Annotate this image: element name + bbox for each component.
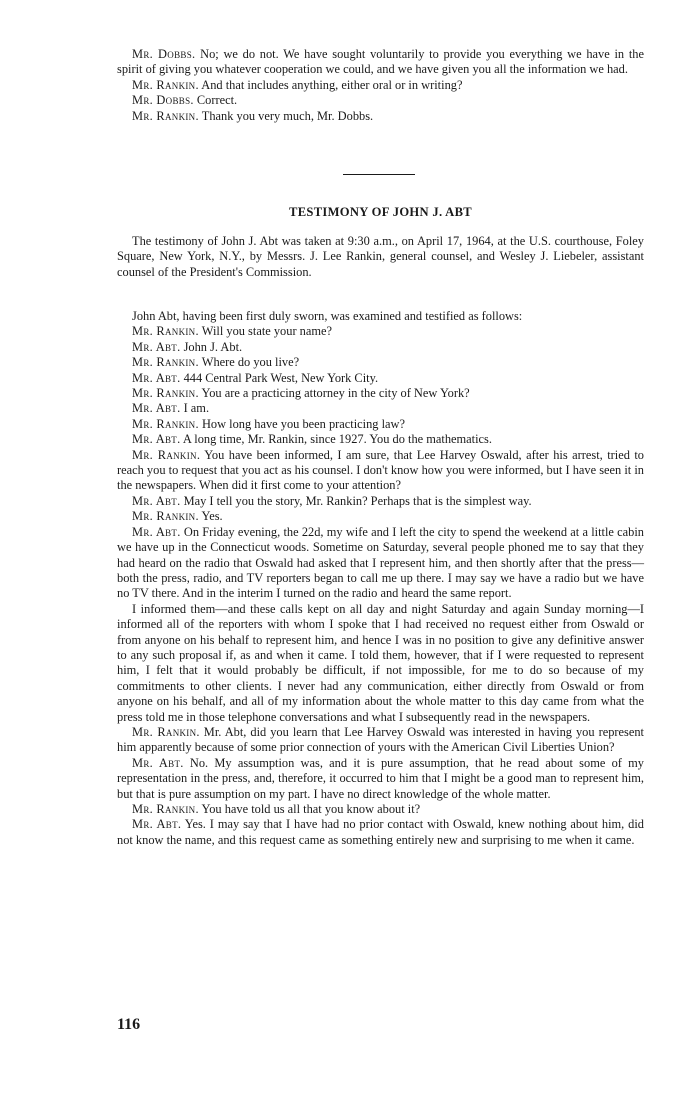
section-divider xyxy=(343,174,415,175)
speech: 444 Central Park West, New York City. xyxy=(180,370,379,385)
paragraph xyxy=(117,371,644,386)
speaker: Mr. Dobbs. xyxy=(132,47,196,61)
speech: No; we do not. We have sought voluntarily to provide you everything we have in the spirit of giving you whatever cooperation we could, and we have given you all the information we had. xyxy=(117,47,644,77)
speaker: Mr. Rankin. xyxy=(132,108,199,123)
speech: I informed them—and these calls kept on all day and night Saturday and again Sunday morning—I informed all of the reporters with whom I spoke that I had received no request either from Oswald or from anyone on his behalf to represent him, and hence I was in no position to give any definitive answer to any such proposal if, as and when it came. I told them, however, that if I were requested to represent him, I felt that it would probably be difficult, if not impossible, for me to do so because of my commitments to other clients. I never had any communication, either directly from Oswald or from anyone on his behalf, and all of my information about the whole matter to this day came from what the press told me in those telephone conversations and what I subsequently read in the newspapers. xyxy=(117,601,644,724)
speaker: Mr. Rankin. xyxy=(132,509,199,524)
paragraph xyxy=(117,324,644,339)
paragraph xyxy=(117,386,644,401)
speech: Yes. xyxy=(198,509,223,524)
speech: No. My assumption was, and it is pure assumption, that he read about some of my representation in the press, and, therefore, it occurred to him that I might be a good man to represent him, but that is pure assumption on my part. I have no direct knowledge of the whole matter. xyxy=(117,755,644,801)
speech: Correct. xyxy=(193,93,238,108)
speech: Where do you live? xyxy=(198,355,300,370)
speaker: Mr. Abt. xyxy=(132,755,184,770)
speaker: Mr. Abt. xyxy=(132,432,181,447)
speech: On Friday evening, the 22d, my wife and I left the city to spend the weekend at a little cabin we have up in the Connecticut woods. Sometime on Saturday, several people phoned me to say that they had heard on the radio that Oswald had asked that I represent him, and then shortly after that the press—both the press, radio, and TV reporters began to call me up there. I may say we have a radio but we have no TV there. And in the interim I turned on the radio and heard the same report. xyxy=(117,524,645,601)
section-heading: TESTIMONY OF JOHN J. ABT xyxy=(289,205,472,219)
paragraph xyxy=(117,47,644,78)
speaker: Mr. Abt. xyxy=(132,401,181,416)
speech: John J. Abt. xyxy=(180,339,243,354)
paragraph xyxy=(117,340,644,355)
speaker: Mr. Rankin. xyxy=(132,416,199,431)
paragraph xyxy=(117,494,644,509)
opening-exchange xyxy=(117,47,644,124)
speech: Will you state your name? xyxy=(198,324,333,339)
intro-paragraph: The testimony of John J. Abt was taken at 9:30 a.m., on April 17, 1964, at the U.S. courthouse, Foley Square, New York, N.Y., by Messrs. J. Lee Rankin, general counsel, and Wesley J. Liebeler, assistant counsel of the President's Commission. xyxy=(117,234,644,279)
speaker: Mr. Rankin. xyxy=(132,724,200,739)
paragraph xyxy=(117,93,644,108)
speech: Thank you very much, Mr. Dobbs. xyxy=(198,108,374,123)
speaker: Mr. Abt. xyxy=(132,817,182,832)
page-number: 116 xyxy=(117,1016,141,1033)
paragraph xyxy=(117,432,644,447)
speech: I am. xyxy=(180,401,210,416)
speaker: Mr. Rankin. xyxy=(132,802,199,816)
testimony-body xyxy=(117,309,644,848)
paragraph xyxy=(117,401,644,416)
speech: You are a practicing attorney in the city of New York? xyxy=(198,386,470,401)
paragraph xyxy=(117,109,644,124)
speaker: Mr. Rankin. xyxy=(132,386,199,401)
speech: And that includes anything, either oral or in writing? xyxy=(198,77,463,92)
paragraph xyxy=(117,355,644,370)
speech: You have been informed, I am sure, that Lee Harvey Oswald, after his arrest, tried to reach you to request that you act as his counsel. I don't know how you were informed, but I have seen it in the newspapers. When did it first come to your attention? xyxy=(117,447,644,493)
speaker: Mr. Abt. xyxy=(132,524,181,539)
speech: How long have you been practicing law? xyxy=(198,416,405,431)
speaker: Mr. Dobbs. xyxy=(132,93,194,108)
speaker: Mr. Abt. xyxy=(132,370,181,385)
paragraph xyxy=(117,78,644,93)
speech: Mr. Abt, did you learn that Lee Harvey Oswald was interested in having you represent him apparently because of some prior connection of yours with the American Civil Liberties Union? xyxy=(117,724,644,755)
speaker: Mr. Rankin. xyxy=(132,77,199,92)
speech: Yes. I may say that I have had no prior contact with Oswald, knew nothing about him, did not know the name, and this request came as something entirely new and surprising to me when it came. xyxy=(117,817,644,847)
paragraph xyxy=(117,756,644,802)
intro-block xyxy=(117,234,644,280)
paragraph xyxy=(117,509,644,524)
paragraph xyxy=(117,725,644,756)
paragraph xyxy=(117,602,644,725)
paragraph xyxy=(117,448,644,494)
speaker: Mr. Abt. xyxy=(132,339,181,354)
paragraph xyxy=(117,817,644,848)
speech: You have told us all that you know about it? xyxy=(198,802,421,816)
speaker: Mr. Rankin. xyxy=(132,447,201,462)
sworn-statement: John Abt, having been first duly sworn, was examined and testified as follows: xyxy=(132,309,523,323)
speaker: Mr. Rankin. xyxy=(132,324,199,339)
speaker: Mr. Rankin. xyxy=(132,355,199,370)
speech: A long time, Mr. Rankin, since 1927. You do the mathematics. xyxy=(180,432,492,447)
speech: May I tell you the story, Mr. Rankin? Perhaps that is the simplest way. xyxy=(180,493,532,508)
paragraph xyxy=(117,525,644,602)
paragraph xyxy=(117,802,644,817)
speaker: Mr. Abt. xyxy=(132,493,181,508)
paragraph xyxy=(117,417,644,432)
